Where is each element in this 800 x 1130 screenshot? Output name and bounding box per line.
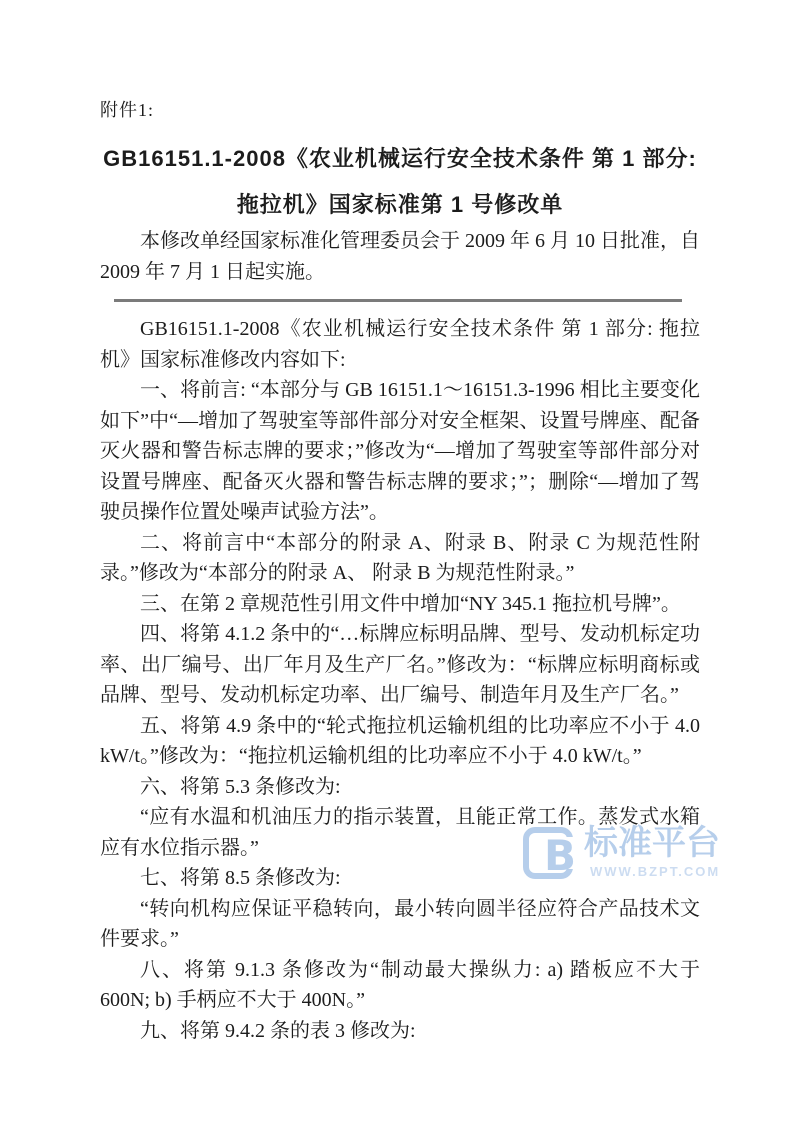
document-title-line2: 拖拉机》国家标准第 1 号修改单 [236,192,564,217]
body-paragraph: 一、将前言: “本部分与 GB 16151.1～16151.3-1996 相比主要变化如下”中“—增加了驾驶室等部件部分对安全框架、设置号牌座、配备灭火器和警告标志牌的要求；”修改为“—增加了驾驶室等部件部分对设置号牌座、配备灭火器和警告标志牌的要求；”；删除“—增加了驾驶员操作位置处噪声试验方法”。 [100,379,700,523]
body-paragraph: 六、将第 5.3 条修改为: [140,775,341,798]
document-title [96,136,704,228]
watermark-brand-text: 标准平台 [584,824,720,862]
attachment-label: 附件1: [100,100,155,120]
body-paragraph: 八、将第 9.1.3 条修改为“制动最大操纵力: a) 踏板应不大于 600N; b) 手柄应不大于 400N。” [100,958,700,1011]
body-paragraph: 四、将第 4.1.2 条中的“…标牌应标明品牌、型号、发动机标定功率、出厂编号、出厂年月及生产厂名。”修改为：“标牌应标明商标或品牌、型号、发动机标定功率、出厂编号、制造年月及生产厂名。” [100,623,700,706]
document-title-line1: GB16151.1-2008《农业机械运行安全技术条件 第 1 部分: [103,146,697,171]
body-paragraph: 七、将第 8.5 条修改为: [140,867,341,889]
body-paragraph: GB16151.1-2008《农业机械运行安全技术条件 第 1 部分: 拖拉机》国家标准修改内容如下: [100,318,700,371]
approval-paragraph: 本修改单经国家标准化管理委员会于 2009 年 6 月 10 日批准，自 2009 年 7 月 1 日起实施。 [100,230,700,283]
svg-text:B: B [544,831,577,880]
body-paragraph: “应有水温和机油压力的指示装置，且能正常工作。蒸发式水箱应有水位指示器。” [100,806,700,859]
document-body [100,314,700,1046]
body-paragraph: 五、将第 4.9 条中的“轮式拖拉机运输机组的比功率应不小于 4.0 kW/t。”修改为：“拖拉机运输机组的比功率应不小于 4.0 kW/t。” [100,714,700,767]
body-paragraph: 二、将前言中“本部分的附录 A、附录 B、附录 C 为规范性附录。”修改为“本部分的附录 A、 附录 B 为规范性附录。” [100,531,700,584]
content-divider [114,299,682,302]
body-paragraph: 九、将第 9.4.2 条的表 3 修改为: [140,1019,416,1042]
body-paragraph: “转向机构应保证平稳转向，最小转向圆半径应符合产品技术文件要求。” [100,897,700,950]
watermark-url-text: WWW.BZPT.COM [590,864,721,879]
body-paragraph: 三、在第 2 章规范性引用文件中增加“NY 345.1 拖拉机号牌”。 [140,592,681,615]
